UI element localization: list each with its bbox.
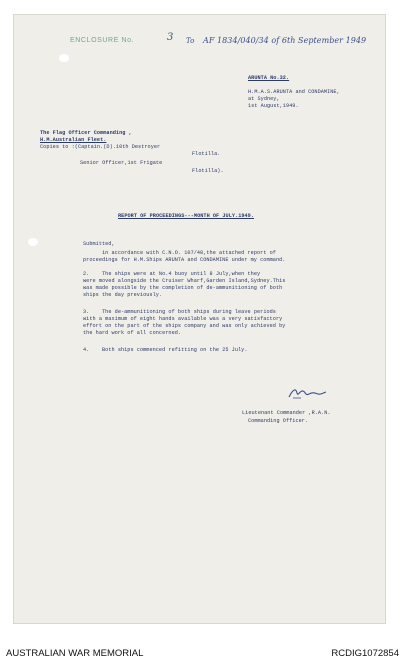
footer-archive-name: AUSTRALIAN WAR MEMORIAL (6, 648, 144, 659)
salutation: Submitted, (83, 241, 115, 247)
enclosure-stamp: ENCLOSURE No. (70, 37, 135, 44)
copies-line: Copies to :(Captain.(D).10th Destroyer (40, 144, 161, 150)
enclosure-number: 3 (167, 32, 174, 43)
copies-line: Senior Officer,1st Frigate (80, 160, 163, 166)
from-line: 1st August,1949. (248, 103, 299, 109)
addressee-line: The Flag Officer Commanding , (40, 130, 132, 136)
paragraph-line: in accordance with C.N.O. 107/48,the attached report of (102, 250, 276, 256)
paragraph-number: 4. (83, 347, 90, 353)
from-line: H.M.A.S.ARUNTA and CONDAMINE, (248, 89, 340, 95)
paragraph-line: proceedings for H.M.Ships ARUNTA and CONDAMINE under my command. (83, 257, 286, 263)
footer-record-id: RCDIG1072854 (331, 648, 399, 659)
paragraph-line: The de-ammunitioning of both ships during leave periods (102, 309, 276, 315)
punch-hole (28, 238, 38, 246)
paragraph-line: ships the day previously. (83, 292, 163, 298)
copies-line: Flotilla. (192, 151, 221, 157)
report-title: REPORT OF PROCEEDINGS---MONTH OF JULY.1949. (118, 213, 255, 219)
punch-hole (59, 54, 69, 62)
paragraph-number: 2. (83, 271, 90, 277)
from-line: at Sydney, (248, 96, 280, 102)
file-prefix: To (186, 37, 195, 45)
document-reference: ARUNTA No.32. (248, 75, 290, 81)
addressee-line: H.M.Australian Fleet. (40, 137, 107, 143)
paragraph-number: 3. (83, 309, 90, 315)
file-reference: AF 1834/040/34 of 6th September 1949 (203, 36, 367, 45)
paragraph-line: the hard work of all concerned. (83, 330, 182, 336)
paragraph-line: The ships were at No.4 buoy until 8 July,when they (102, 271, 261, 277)
paragraph-line: with a maximum of eight hands available was a very satisfactory (83, 316, 283, 322)
signature-title: Commanding Officer. (248, 418, 309, 424)
paragraph-line: Both ships commenced refitting on the 25 July. (102, 347, 248, 353)
copies-line: Flotilla). (192, 168, 224, 174)
paragraph-line: effort on the part of the ships company and was only achieved by (83, 323, 286, 329)
paragraph-line: was made possible by the completion of de-ammunitioning of both (83, 285, 283, 291)
signature-title: Lieutenant Commander ,R.A.N. (242, 410, 331, 416)
paragraph-line: were moved alongside the Cruiser Wharf,Garden Island,Sydney.This (83, 278, 286, 284)
handwritten-signature (287, 386, 327, 400)
